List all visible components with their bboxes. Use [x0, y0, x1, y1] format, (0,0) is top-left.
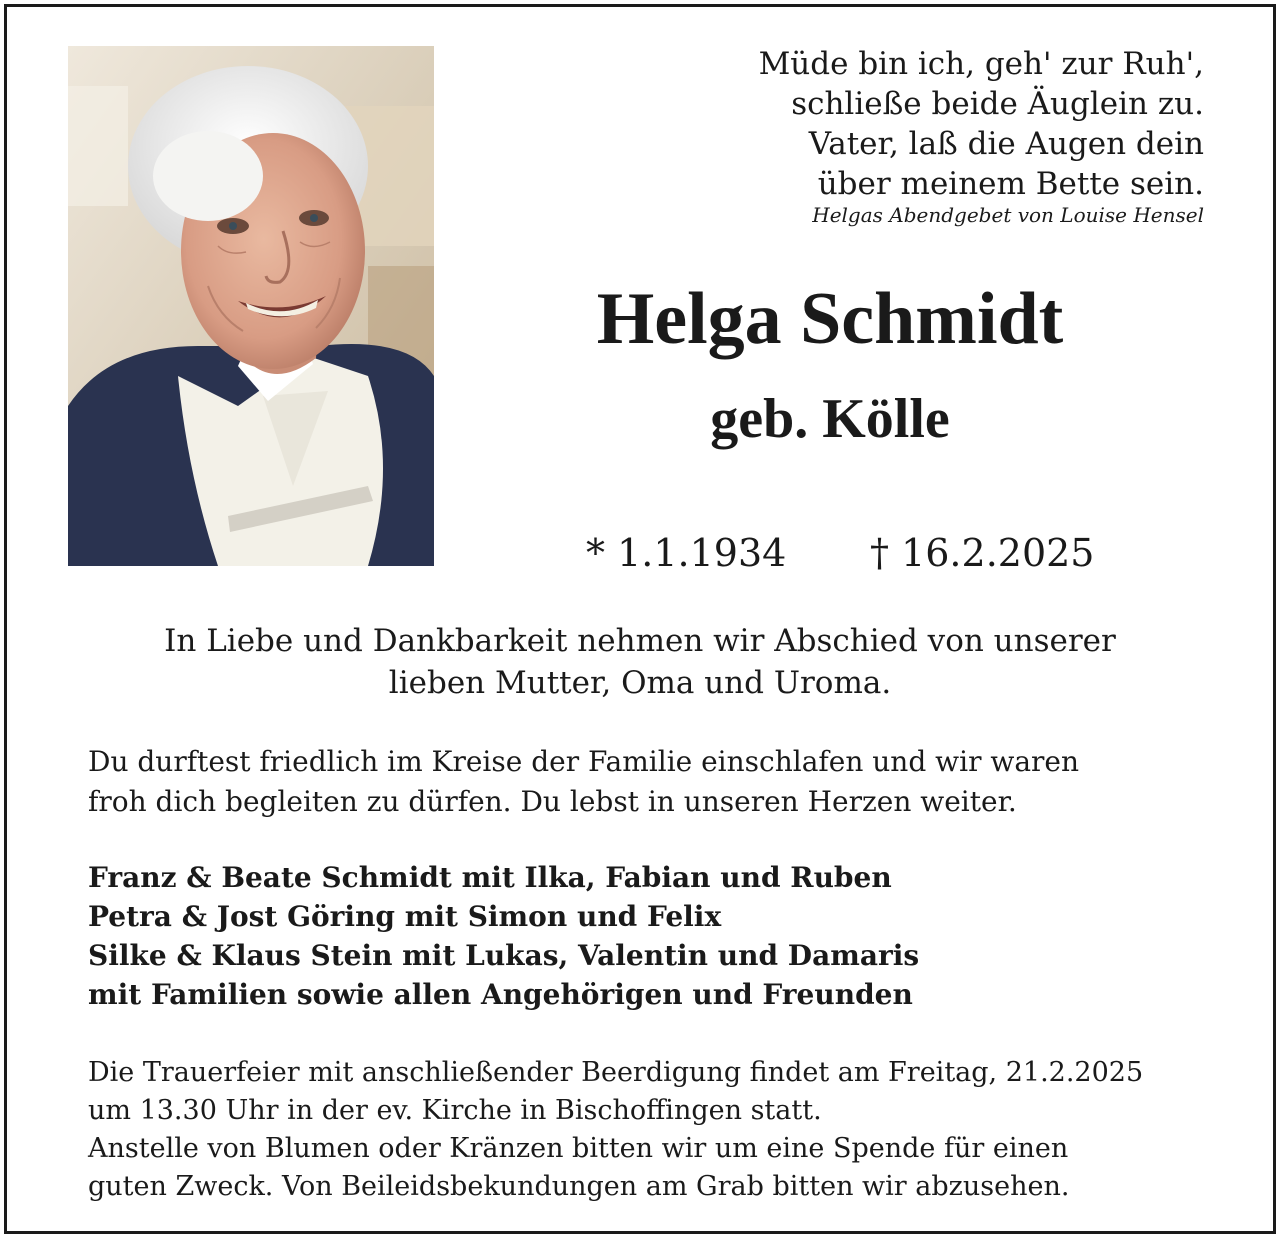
farewell-line: In Liebe und Dankbarkeit nehmen wir Abschied von unserer — [164, 623, 1116, 659]
message-line: Du durftest friedlich im Kreise der Familie einschlafen und wir waren — [88, 745, 1080, 778]
poem-line: schließe beide Äuglein zu. — [791, 86, 1204, 122]
birth-date: * 1.1.1934 — [586, 531, 787, 575]
farewell-line: lieben Mutter, Oma und Uroma. — [388, 665, 892, 701]
ceremony-line: Die Trauerfeier mit anschließender Beerdigung findet am Freitag, 21.2.2025 — [88, 1057, 1144, 1088]
poem-credit: Helgas Abendgebet von Louise Hensel — [812, 203, 1204, 227]
ceremony-line: Anstelle von Blumen oder Kränzen bitten wir um eine Spende für einen — [88, 1133, 1069, 1164]
family-list — [88, 858, 1198, 1014]
portrait-illustration — [68, 46, 434, 566]
family-line: Silke & Klaus Stein mit Lukas, Valentin und Damaris — [88, 939, 920, 972]
family-line: Franz & Beate Schmidt mit Ilka, Fabian und Ruben — [88, 861, 892, 894]
poem-line: Müde bin ich, geh' zur Ruh', — [758, 46, 1204, 82]
portrait-photo — [68, 46, 434, 566]
poem-line: Vater, laß die Augen dein — [808, 126, 1204, 162]
family-line: mit Familien sowie allen Angehörigen und Freunden — [88, 978, 913, 1011]
maiden-name: geb. Kölle — [710, 388, 950, 450]
farewell-text — [40, 620, 1240, 704]
death-date: † 16.2.2025 — [870, 531, 1095, 575]
ceremony-line: um 13.30 Uhr in der ev. Kirche in Bischoffingen statt. — [88, 1095, 822, 1126]
poem-line: über meinem Bette sein. — [817, 166, 1204, 202]
deceased-name: Helga Schmidt — [596, 278, 1064, 360]
message-paragraph — [88, 742, 1198, 822]
ceremony-line: guten Zweck. Von Beileidsbekundungen am Grab bitten wir abzusehen. — [88, 1171, 1070, 1202]
poem — [644, 44, 1204, 204]
message-line: froh dich begleiten zu dürfen. Du lebst in unseren Herzen weiter. — [88, 785, 1017, 818]
family-line: Petra & Jost Göring mit Simon und Felix — [88, 900, 722, 933]
ceremony-paragraph — [88, 1054, 1198, 1206]
